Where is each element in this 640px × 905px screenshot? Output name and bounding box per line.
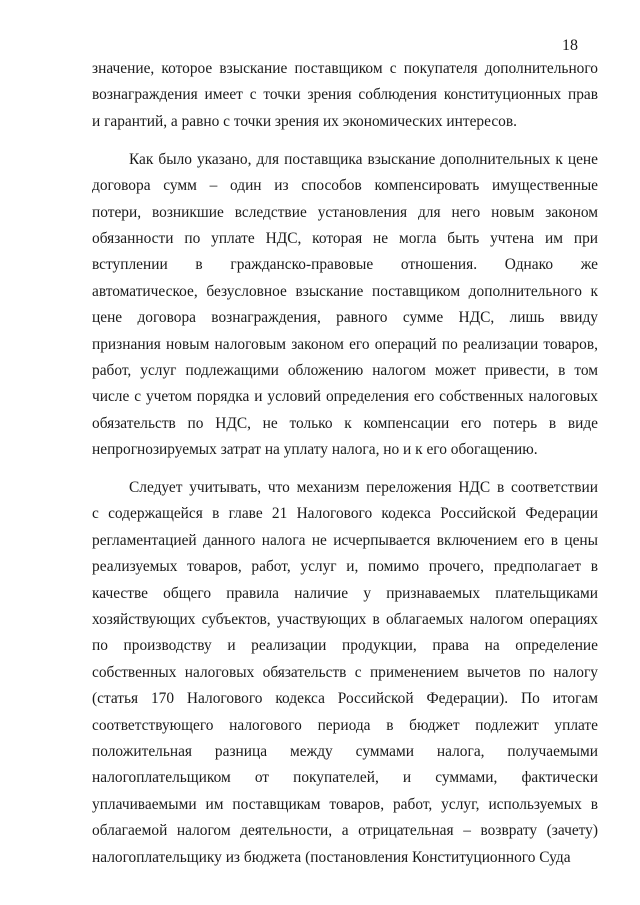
text-line: непрогнозируемых затрат на уплату налога, но и к его обогащению. bbox=[92, 441, 538, 459]
text-line: вступлении в гражданско-правовые отношения. Однако же bbox=[92, 256, 598, 274]
text-line: цене договора вознаграждения, равного сумме НДС, лишь ввиду bbox=[92, 309, 598, 327]
text-line: соответствующего налогового периода в бюджет подлежит уплате bbox=[92, 716, 598, 734]
paragraph bbox=[92, 147, 598, 464]
text-line: облагаемой налогом деятельности, а отрицательная – возврату (зачету) bbox=[92, 822, 598, 840]
text-line: с содержащейся в главе 21 Налогового кодекса Российской Федерации bbox=[92, 505, 598, 523]
text-line: налогоплательщиком от покупателей, и суммами, фактически bbox=[92, 769, 598, 787]
text-line: вознаграждения имеет с точки зрения соблюдения конституционных прав bbox=[92, 86, 598, 104]
text-line: и гарантий, а равно с точки зрения их экономических интересов. bbox=[92, 112, 517, 130]
text-line: обязанности по уплате НДС, которая не могла быть учтена им при bbox=[92, 229, 598, 247]
page-number: 18 bbox=[562, 37, 578, 54]
text-line: уплачиваемыми им поставщикам товаров, работ, услуг, используемых в bbox=[92, 795, 598, 813]
text-line: автоматическое, безусловное взыскание поставщиком дополнительного к bbox=[92, 282, 598, 300]
text-line: обязательств по НДС, не только к компенсации его потерь в виде bbox=[92, 414, 598, 432]
paragraph bbox=[92, 56, 598, 135]
text-line: налогоплательщику из бюджета (постановления Конституционного Суда bbox=[92, 848, 571, 866]
text-line: положительная разница между суммами налога, получаемыми bbox=[92, 742, 598, 760]
text-line: (статья 170 Налогового кодекса Российской Федерации). По итогам bbox=[92, 690, 598, 708]
text-line: числе с учетом порядка и условий определения его собственных налоговых bbox=[92, 388, 598, 406]
text-line: потери, возникшие вследствие установления для него новым законом bbox=[92, 203, 598, 221]
text-line: реализуемых товаров, работ, услуг и, помимо прочего, предполагает в bbox=[92, 558, 598, 576]
text-line: договора сумм – один из способов компенсировать имущественные bbox=[92, 177, 598, 195]
text-line: работ, услуг подлежащими обложению налогом может привести, в том bbox=[92, 361, 598, 379]
text-line: Как было указано, для поставщика взыскание дополнительных к цене bbox=[129, 150, 598, 168]
text-line: хозяйствующих субъектов, участвующих в облагаемых налогом операциях bbox=[92, 611, 598, 628]
text-line: качестве общего правила наличие у признаваемых плательщиками bbox=[92, 584, 598, 602]
paragraph bbox=[92, 475, 598, 871]
text-line: значение, которое взыскание поставщиком с покупателя дополнительного bbox=[92, 60, 598, 77]
text-line: признания новым налоговым законом его операций по реализации товаров, bbox=[92, 335, 598, 353]
text-line: собственных налоговых обязательств с применением вычетов по налогу bbox=[92, 663, 598, 681]
text-line: регламентацией данного налога не исчерпывается включением его в цены bbox=[92, 531, 598, 549]
body-text bbox=[92, 56, 598, 883]
text-line: по производству и реализации продукции, права на определение bbox=[92, 637, 598, 655]
text-line: Следует учитывать, что механизм переложения НДС в соответствии bbox=[129, 479, 598, 497]
